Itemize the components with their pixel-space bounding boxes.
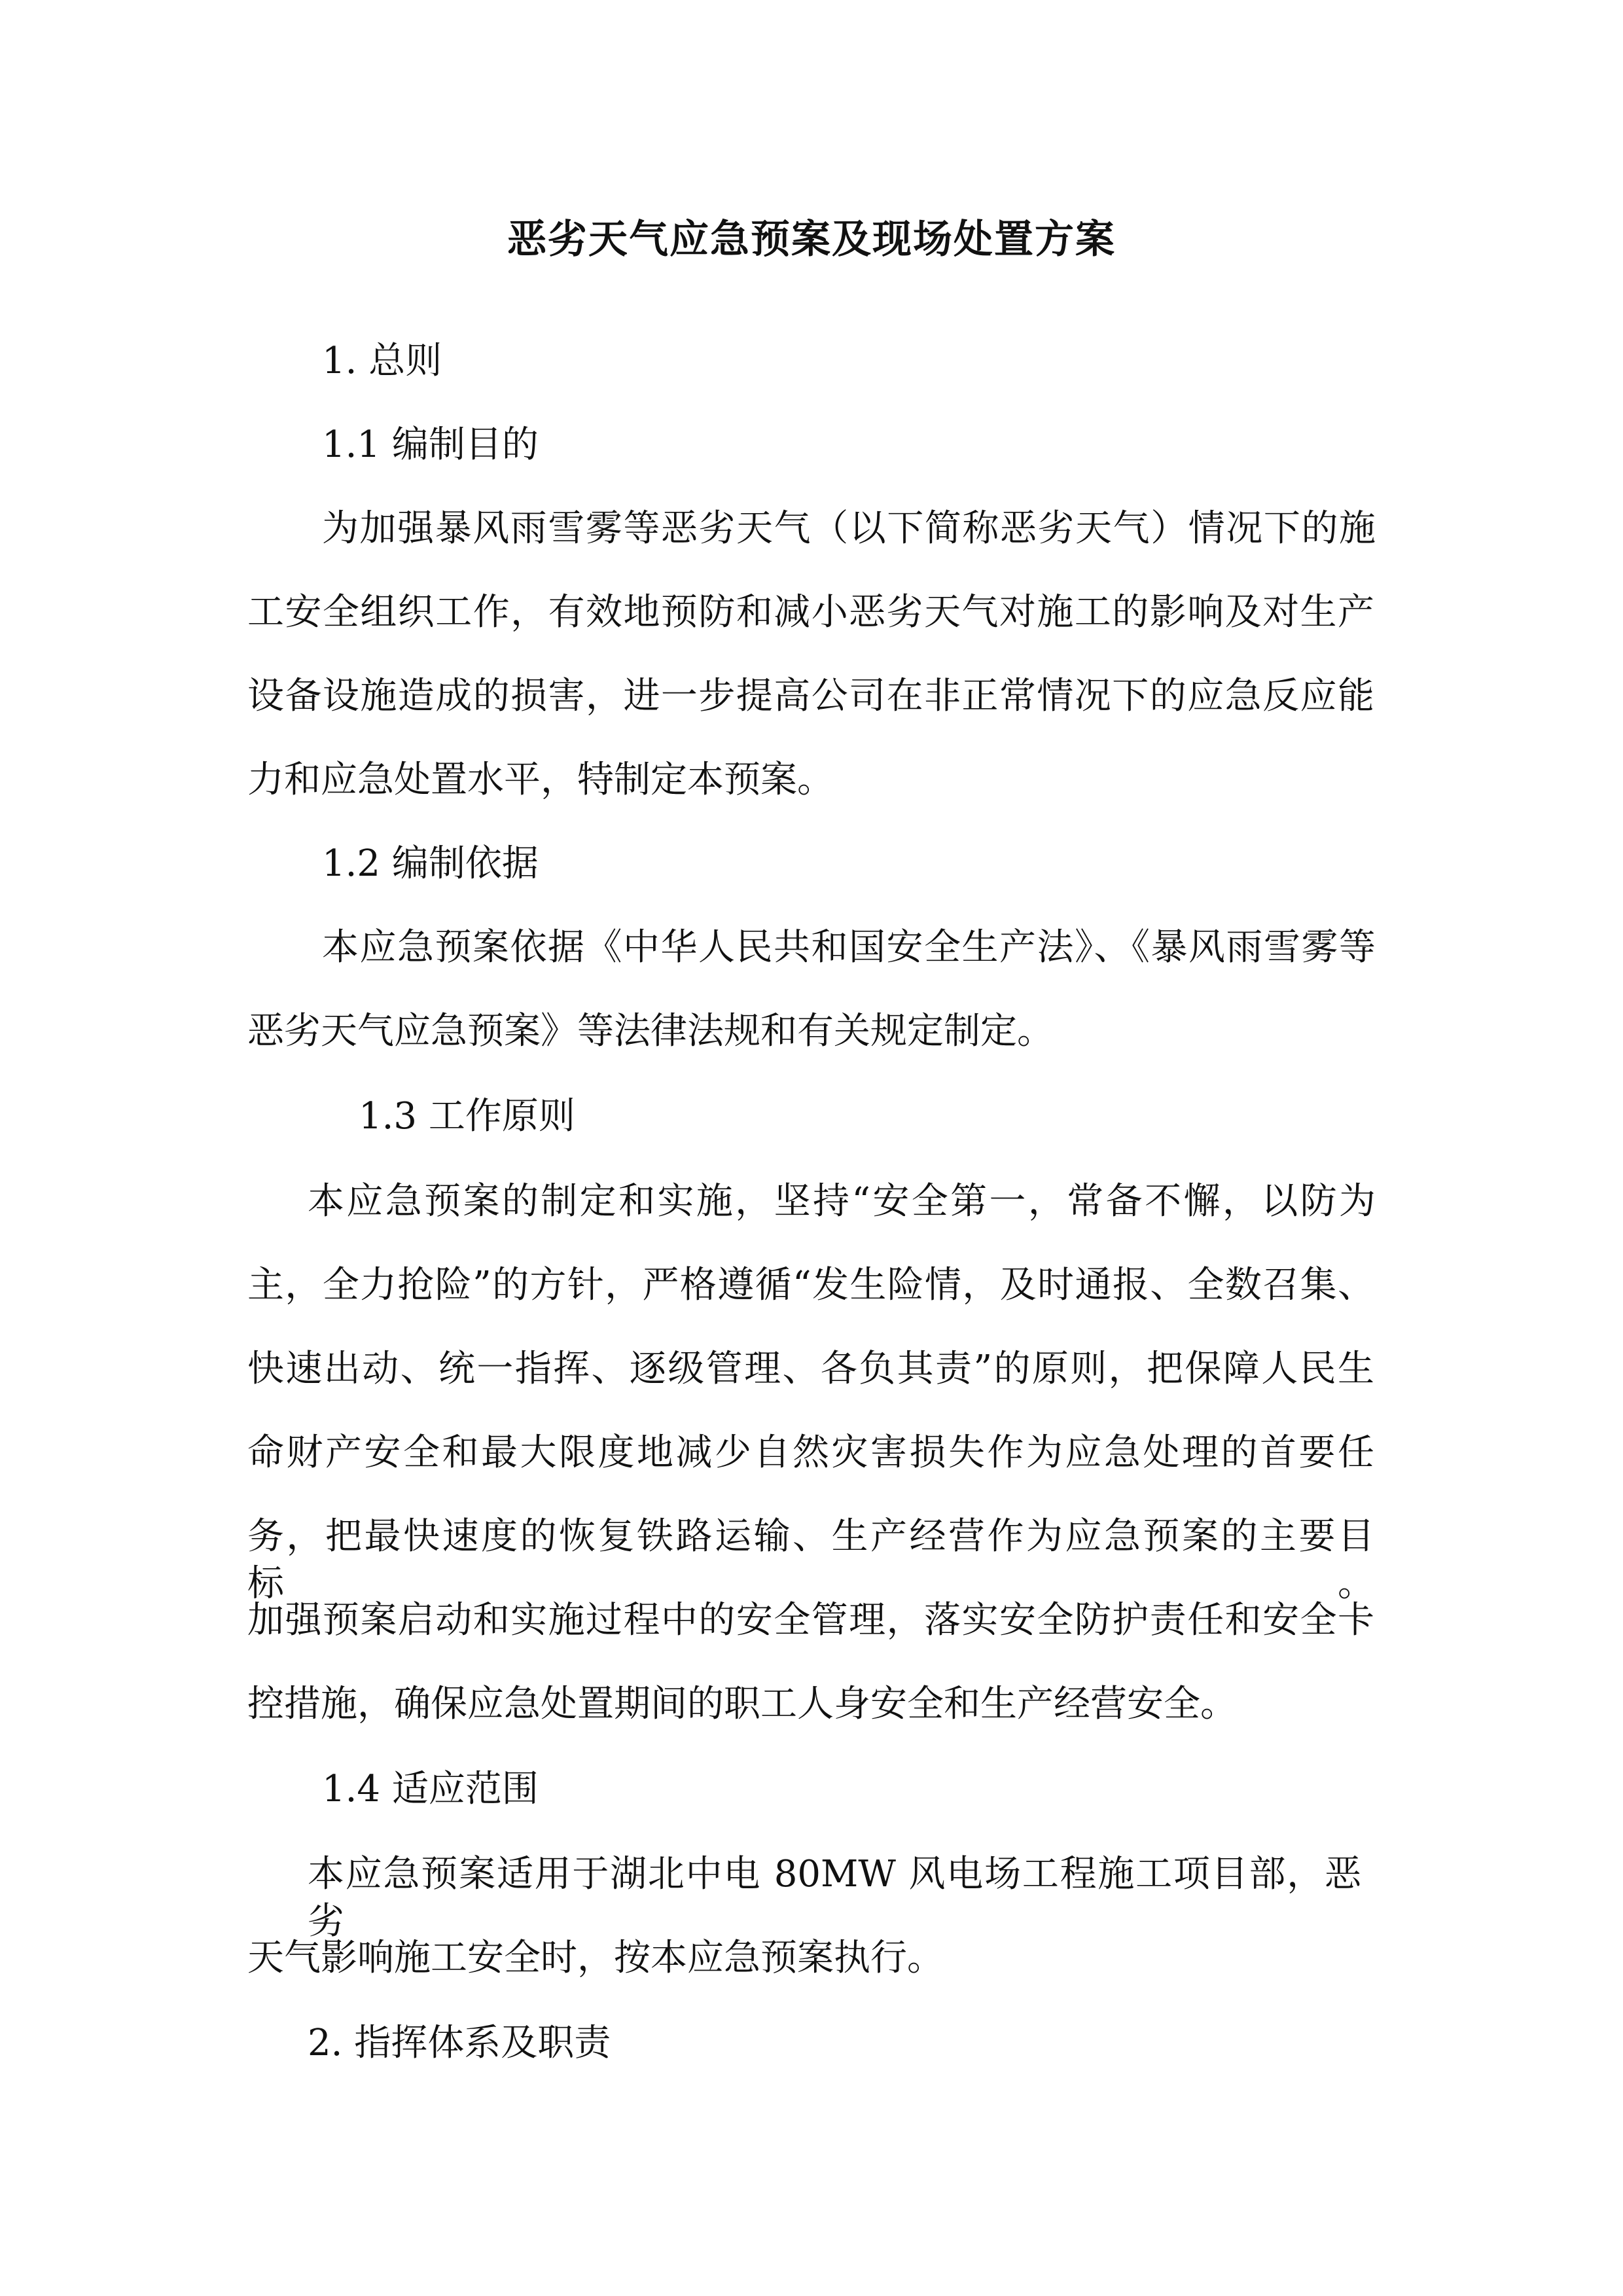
paragraph-scope-line-1: 本应急预案适用于湖北中电 80MW 风电场工程施工项目部，恶劣	[308, 1853, 1361, 1943]
heading-1-3-principles: 1.3 工作原则	[359, 1095, 575, 1138]
paragraph-principles-line-4: 命财产安全和最大限度地减少自然灾害损失作为应急处理的首要任	[247, 1431, 1374, 1474]
paragraph-scope-line-2: 天气影响施工安全时，按本应急预案执行。	[247, 1937, 944, 1979]
paragraph-principles-line-3: 快速出动、统一指挥、逐级管理、各负其责”的原则，把保障人民生	[247, 1348, 1374, 1390]
paragraph-basis-line-2: 恶劣天气应急预案》等法律法规和有关规定制定。	[247, 1010, 1054, 1052]
heading-1-2-basis: 1.2 编制依据	[322, 842, 539, 885]
paragraph-purpose-line-1: 为加强暴风雨雪雾等恶劣天气（以下简称恶劣天气）情况下的施	[322, 507, 1376, 550]
paragraph-principles-line-1: 本应急预案的制定和实施，坚持“安全第一，常备不懈，以防为	[308, 1180, 1376, 1223]
document-title: 恶劣天气应急预案及现场处置方案	[507, 217, 1116, 262]
heading-1-general: 1. 总则	[322, 340, 442, 382]
paragraph-basis-line-1: 本应急预案依据《中华人民共和国安全生产法》、《暴风雨雪雾等	[322, 926, 1376, 969]
paragraph-purpose-line-3: 设备设施造成的损害，进一步提高公司在非正常情况下的应急反应能	[247, 675, 1374, 717]
heading-2-command-system: 2. 指挥体系及职责	[308, 2022, 611, 2064]
paragraph-principles-line-7: 控措施，确保应急处置期间的职工人身安全和生产经营安全。	[247, 1683, 1237, 1725]
heading-1-1-purpose: 1.1 编制目的	[322, 423, 539, 466]
paragraph-principles-line-6: 加强预案启动和实施过程中的安全管理，落实安全防护责任和安全卡	[247, 1599, 1374, 1641]
paragraph-principles-line-5: 务，把最快速度的恢复铁路运输、生产经营作为应急预案的主要目标。	[247, 1515, 1374, 1605]
paragraph-purpose-line-4: 力和应急处置水平，特制定本预案。	[247, 759, 834, 801]
paragraph-principles-line-2: 主，全力抢险”的方针，严格遵循“发生险情，及时通报、全数召集、	[247, 1264, 1374, 1306]
paragraph-purpose-line-2: 工安全组织工作，有效地预防和减小恶劣天气对施工的影响及对生产	[247, 591, 1374, 634]
heading-1-4-scope: 1.4 适应范围	[322, 1768, 539, 1810]
